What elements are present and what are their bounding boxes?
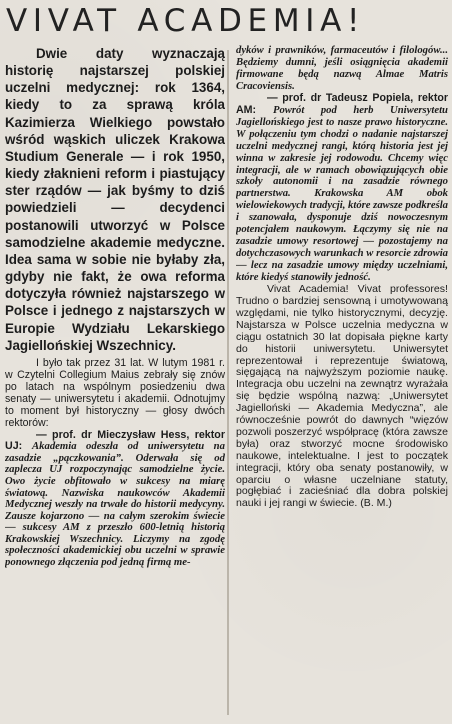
- popiela-name: Tadeusz Popiela: [325, 91, 411, 104]
- lead-paragraph: Dwie daty wyznaczają historię najstarszej polskiej uczelni medycznej: rok 1364, kiedy to za sprawą króla Kazimierza Wielkiego powstało wśród wąskich uliczek Krakowa Studium Generale — i rok 1950, kiedy złaknieni reform i piastujący ster rządów — jak byśmy to dziś powiedzieli — decydenci postanowili utworzyć w Polsce samodzielne akademie medyczne. Idea sama w sobie nie byłaby zła, gdyby nie fakt, że owa reforma dotyczyła również najstarszego w Polsce i jednego z najstarszych w Europie Wydziału Lekarskiego Jagiellońskiej Wszechnicy.: [5, 46, 225, 353]
- rector-popiela-statement: [236, 93, 448, 284]
- left-column: [5, 45, 225, 720]
- hess-intro: — prof. dr: [36, 428, 98, 441]
- hess-quote-left: Akademia odeszła od uniwersytetu na zasadzie „pączkowania”. Oderwała się od zaplecza UJ rozpoczynając samodzielne życie. Owo życie obfitowało w sukcesy na miarę światową. Nazwiska naukowców Akademii Medycznej weszły na trwałe do historii medycyny. Zausze kojarzono — na całym szerokim świecie — sukcesy AM z przeszło 600-letnią historią Krakowskiej Wszechnicy. Liczymy na zgodę społeczności akademickiej obu uczelni w sprawie ponownego złączenia pod jedną firmą me-: [5, 440, 225, 569]
- closing-paragraph: Vivat Academia! Vivat professores! Trudno o bardziej sensowną i umotywowaną względami, nie tylko historycznymi, decyzję. Najstarsza w Polsce uczelnia medyczna w ciągu ostatnich 30 lat dopisała piękne karty do historii uniwersytetu. Uniwersytet reprezentował i reprezentuje światową, sięgającą na najwyższym poziomie naukę. Integracja obu uczelni na zewnątrz wyrażała się będzie wspólną nazwą: „Uniwersytet Jagielloński — Akademia Medyczna”, ale równocześnie powrót do dawnych “więzów pozwoli poszerzyć współpracę (która zawsze była) oraz stworzyć mocne środowisko naukowe, intelektualne. I jest to początek integracji, który oba senaty postanowiły, w oparciu o własne uczelniane statuty, pogłębiać i zacieśniać dla dobra polskiej nauki i jej rangi w świecie. (B. M.): [236, 283, 448, 510]
- popiela-intro: — prof. dr: [267, 91, 326, 104]
- hess-quote-continued: dyków i prawników, farmaceutów i filologów... Będziemy dumni, jeśli osiągnięcia akademii firmowane będą nazwą Almae Matris Cracoviensis.: [236, 45, 448, 92]
- column-divider: [227, 50, 229, 715]
- hess-name: Mieczysław Hess: [97, 428, 187, 441]
- meeting-paragraph: I było tak przez 31 lat. W lutym 1981 r. w Czytelni Collegium Maius zebrały się znów po latach na wspólnym posiedzeniu dwa senaty — uniwersytetu i akademii. Odnotujmy to moment był historyczny — głosy dwóch rektorów:: [5, 356, 225, 429]
- rector-hess-statement: [5, 430, 225, 569]
- right-column: [236, 45, 448, 720]
- article-title: VIVAT ACADEMIA!: [6, 3, 366, 39]
- hess-role: , rektor UJ:: [5, 428, 225, 453]
- popiela-quote: Powrót pod herb Uniwersytetu Jagiellońskiego jest to nasze prawo historyczne. W połączeniu tym chodzi o nadanie najstarszej uczelni medycznej rangi, którą historia jest jej winna w zakresie jej rodowodu. Chcemy więc integracji, ale w ramach obowiązujących obie szkoły autonomii i na zasadzie równego partnerstwa. Krakowska AM obok wielowiekowych tradycji, które zawsze podkreśla i szanowała, dysponuje dziś nowoczesnym potencjałem naukowym. Łączymy się nie na zasadzie umowy resortowej — pozostajemy na dotychczasowych warunkach w resorcie zdrowia — lecz na zasadzie umowy między uczelniami, które kiedyś stanowiły jedność.: [236, 104, 448, 284]
- popiela-role: , rektor AM:: [236, 91, 448, 116]
